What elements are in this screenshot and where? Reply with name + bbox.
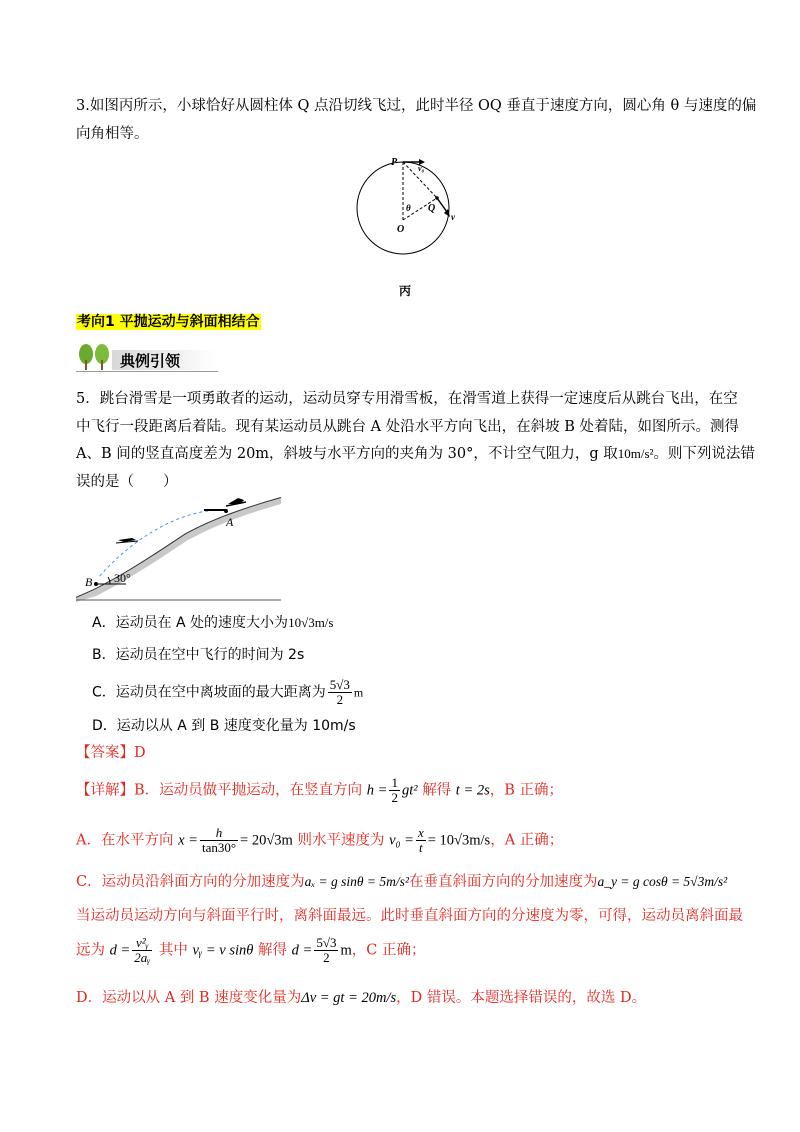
detail-d-text-a: D．运动以从 A 到 B 速度变化量为 — [76, 990, 302, 1006]
detail-c-text-c: 远为 — [76, 942, 105, 959]
detail-c-d-den: 2aᵧ — [134, 950, 151, 965]
intro-line-2: 向角相等。 — [76, 126, 149, 142]
detail-c-ay: a_y = g cosθ = 5√3m/s² — [597, 874, 728, 889]
detail-a-eq-lhs: x = — [178, 832, 198, 849]
detail-c-text-a: C．运动员沿斜面方向的分加速度为 — [76, 874, 305, 890]
point-q — [435, 196, 439, 200]
figure-circle-diagram — [355, 150, 465, 300]
detail-d-text-b: ，D 错误。本题选择错误的，故选 D。 — [396, 990, 647, 1006]
section-highlight: 考向1 平抛运动与斜面相结合 — [77, 314, 260, 330]
detail-a-line — [76, 826, 563, 862]
label-q: Q — [428, 203, 436, 214]
v-arrow — [437, 198, 447, 212]
point-a — [224, 509, 228, 513]
skier-icon — [226, 498, 246, 506]
detail-c-line-3 — [76, 936, 425, 976]
detail-a-v0-rhs: = 10√3m/s — [427, 832, 491, 849]
banner-label: 典例引领 — [120, 352, 181, 370]
detail-a-v0-den: t — [419, 840, 423, 855]
option-c-num: 5√3 — [329, 677, 350, 692]
example-banner — [76, 342, 216, 372]
trajectory-curve — [98, 510, 226, 578]
option-c-text: C．运动员在空中离坡面的最大距离为 — [92, 684, 326, 701]
detail-c-d2-fraction — [314, 936, 338, 965]
detail-a-den: tan30° — [201, 840, 237, 855]
detail-a-v0-lhs: v₀ = — [389, 832, 414, 849]
question-line-3 — [76, 444, 755, 464]
section-heading — [76, 311, 261, 331]
detail-b-text-a: 【详解】B．运动员做平抛运动，在竖直方向 — [76, 782, 363, 799]
detail-b-eq-lhs: h = — [366, 782, 388, 799]
banner-underline — [76, 371, 218, 372]
detail-c-line-1 — [76, 872, 727, 892]
detail-b-den: 2 — [391, 790, 398, 805]
flying-skier-icon — [116, 538, 138, 543]
detail-a-text-c: ，A 正确； — [490, 832, 564, 849]
question-line-4: 误的是（ ） — [76, 474, 178, 490]
detail-b-line — [76, 776, 563, 812]
detail-a-text-b: 则水平速度为 — [297, 832, 385, 849]
detail-d-eq: Δv = gt = 20m/s — [301, 990, 397, 1006]
label-v0: v₀ — [418, 164, 425, 173]
label-b: B — [85, 575, 93, 589]
figure-caption: 丙 — [399, 284, 412, 298]
detail-c-ax: aₓ = g sinθ = 5m/s² — [304, 874, 409, 889]
detail-a-text-a: A．在水平方向 — [76, 832, 174, 849]
detail-c-d-lhs: d = — [109, 942, 131, 959]
detail-c-d2-num: 5√3 — [316, 935, 337, 950]
detail-b-result: t = 2s — [455, 782, 490, 799]
detail-c-text-f: ，C 正确； — [351, 942, 426, 959]
label-v: v — [451, 212, 455, 222]
slope-shade — [76, 498, 281, 602]
option-d: D．运动以从 A 到 B 速度变化量为 10m/s — [92, 718, 356, 734]
detail-b-fraction — [389, 776, 400, 805]
label-o: O — [397, 224, 405, 235]
label-angle: 30° — [114, 571, 131, 585]
detail-c-text-b: 在垂直斜面方向的分加速度为 — [408, 874, 598, 890]
detail-c-d-num: v²ᵧ — [132, 936, 152, 951]
option-a-value: 10√3m/s — [288, 615, 334, 630]
option-b: B．运动员在空中飞行的时间为 2s — [92, 647, 305, 663]
detail-c-vy: vᵧ = v sinθ — [192, 942, 254, 959]
detail-b-num: 1 — [391, 775, 398, 790]
g-value: 10m/s² — [617, 446, 654, 461]
point-b — [94, 582, 98, 586]
detail-b-text-b: 解得 — [422, 782, 452, 799]
detail-c-text-e: 解得 — [258, 942, 288, 959]
option-a — [92, 613, 333, 633]
detail-a-num: h — [200, 826, 238, 841]
label-p: P — [391, 157, 398, 168]
detail-c-d2-lhs: d = — [291, 942, 313, 959]
figure-ski-slope — [76, 494, 286, 602]
detail-d-line — [76, 988, 646, 1008]
detail-b-text-c: ，B 正确； — [489, 782, 564, 799]
option-c-fraction — [328, 678, 352, 707]
question-line-3c: 。则下列说法错 — [653, 446, 755, 462]
detail-a-fraction — [200, 826, 238, 855]
detail-c-line-2: 当运动员运动方向与斜面平行时，离斜面最远。此时垂直斜面方向的分速度为零，可得，运动员离斜面最 — [76, 908, 743, 924]
label-theta: θ — [406, 203, 411, 213]
option-c-unit: m — [353, 685, 364, 700]
tree-icon — [76, 342, 116, 372]
question-line-1: 5．跳台滑雪是一项勇敢者的运动，运动员穿专用滑雪板，在滑雪道上获得一定速度后从跳台飞出，在空 — [76, 391, 738, 407]
question-line-3a: A、B 间的竖直高度差为 20m，斜坡与水平方向的夹角为 30°，不计空气阻力，g 取 — [76, 446, 618, 462]
option-c-den: 2 — [336, 692, 344, 707]
label-a: A — [226, 515, 234, 529]
detail-c-d2-unit: m — [340, 942, 352, 959]
detail-c-d-fraction — [132, 936, 152, 965]
detail-c-d2-den: 2 — [323, 950, 330, 965]
detail-a-v0-num: x — [417, 825, 424, 840]
detail-a-v0-fraction — [416, 826, 426, 855]
detail-c-text-d: 其中 — [158, 942, 188, 959]
detail-b-eq-rhs: gt² — [401, 782, 418, 799]
option-a-text: A．运动员在 A 处的速度大小为 — [92, 615, 289, 631]
answer-label: 【答案】D — [76, 745, 146, 761]
detail-a-eq-rhs: = 20√3m — [240, 832, 293, 849]
question-line-2: 中飞行一段距离后着陆。现有某运动员从跳台 A 处沿水平方向飞出，在斜坡 B 处着陆，如图所示。测得 — [76, 419, 740, 435]
intro-line-1: 3.如图丙所示，小球恰好从圆柱体 Q 点沿切线飞过，此时半径 OQ 垂直于速度方向，圆心角 θ 与速度的偏 — [76, 98, 757, 114]
option-c — [92, 678, 363, 708]
